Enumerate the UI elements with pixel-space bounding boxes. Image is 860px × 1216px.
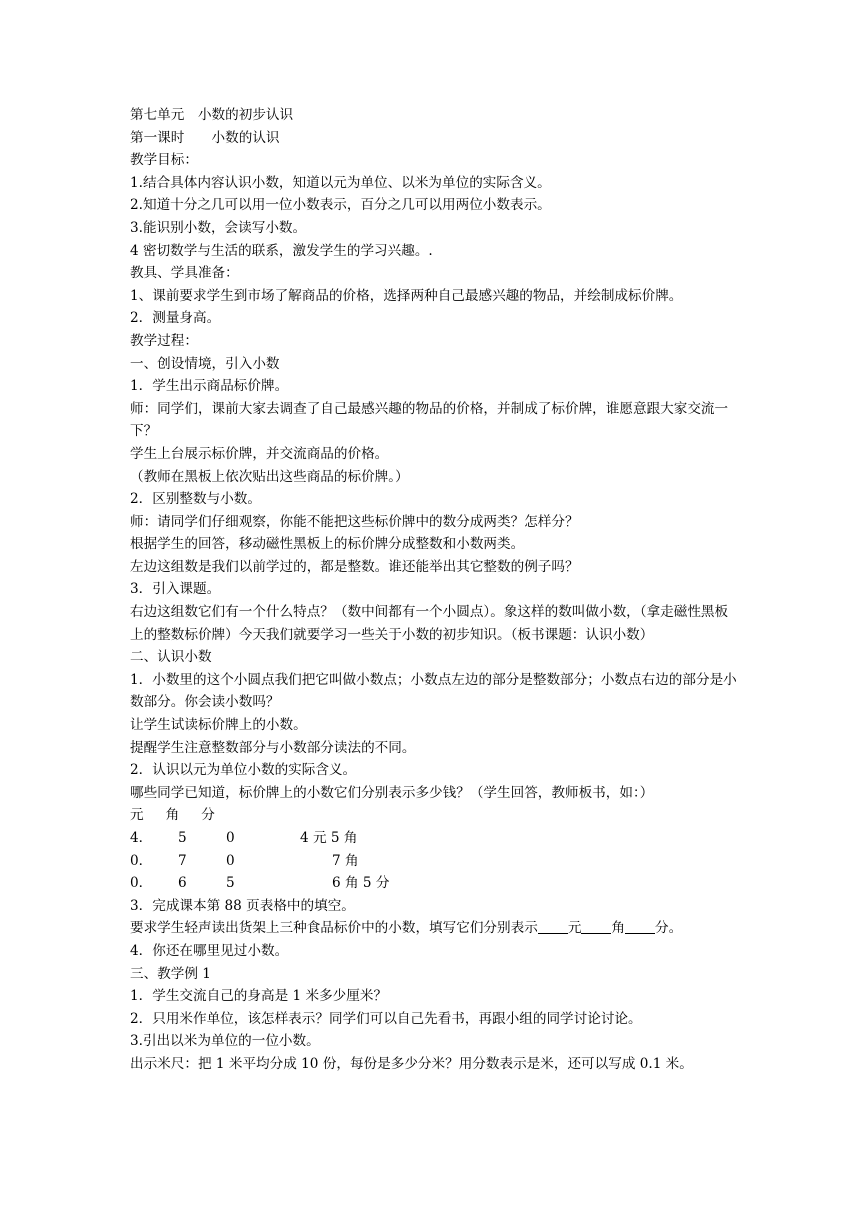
- header-fen: 分: [201, 807, 215, 824]
- paragraph: 右边这组数它们有一个什么特点？（数中间都有一个小圆点）。象这样的数叫做小数，（拿走磁性黑板上的整数标价牌）今天我们就要学习一些关于小数的初步知识。（板书课题：认识小数）: [130, 604, 729, 643]
- paragraph-fill-blank: [130, 917, 740, 940]
- unit-table-row: [130, 872, 740, 895]
- unit-table-row: [130, 827, 740, 850]
- unit-title: 第七单元 小数的初步认识: [130, 107, 294, 123]
- goals-heading: 教学目标：: [130, 152, 198, 169]
- paragraph: 2．只用米作单位，该怎样表示？同学们可以自己先看书，再跟小组的同学讨论讨论。: [130, 1010, 642, 1027]
- cell-yuan: 0．: [130, 852, 153, 869]
- prep-item: 1、课前要求学生到市场了解商品的价格，选择两种自己最感兴趣的物品，并绘制成标价牌。: [130, 287, 683, 304]
- section-heading: 三、教学例 1: [130, 965, 211, 982]
- cell-fen: 5: [226, 875, 235, 892]
- goal-item: 1.结合具体内容认识小数，知道以元为单位、以米为单位的实际含义。: [130, 174, 551, 191]
- paragraph: 3.引出以米为单位的一位小数。: [130, 1033, 320, 1050]
- header-jiao: 角: [165, 807, 180, 824]
- paragraph: 4．你还在哪里见过小数。: [130, 942, 289, 959]
- paragraph: 3．完成课本第 88 页表格中的填空。: [130, 897, 355, 914]
- paragraph: 3．引入课题。: [130, 581, 221, 598]
- paragraph: 根据学生的回答，移动磁性黑板上的标价牌分成整数和小数两类。: [130, 536, 525, 553]
- cell-reading: 7 角: [332, 852, 359, 869]
- fill-blank-text: 要求学生轻声读出货架上三种食品标价中的小数，填写它们分别表示: [130, 920, 538, 937]
- cell-reading: 6 角 5 分: [332, 875, 390, 892]
- paragraph: 2．认识以元为单位小数的实际含义。: [130, 762, 357, 779]
- cell-fen: 0: [226, 830, 235, 846]
- cell-jiao: 6: [178, 875, 187, 892]
- paragraph: 让学生试读标价牌上的小数。: [130, 717, 307, 734]
- header-yuan: 元: [130, 807, 144, 824]
- paragraph: 出示米尺：把 1 米平均分成 10 份，每份是多少分米？用分数表示是米，还可以写成 0.1 米。: [130, 1055, 693, 1072]
- paragraph: 学生上台展示标价牌，并交流商品的价格。: [130, 445, 389, 462]
- goal-item: 3.能识别小数，会读写小数。: [130, 219, 307, 236]
- paragraph: 师：请同学们仔细观察，你能不能把这些标价牌中的数分成两类？怎样分？: [130, 513, 579, 530]
- unit-table-row: [130, 850, 740, 873]
- section-heading: 二、认识小数: [130, 649, 212, 666]
- lesson-title: 第一课时 小数的认识: [130, 129, 280, 146]
- blank-line: [538, 919, 568, 934]
- blank-line: [625, 919, 655, 934]
- prep-heading: 教具、学具准备：: [130, 265, 239, 282]
- paragraph: （教师在黑板上依次贴出这些商品的标价牌。）: [130, 468, 409, 485]
- cell-yuan: 4．: [130, 830, 153, 846]
- cell-jiao: 5: [178, 830, 187, 846]
- paragraph: 2．区别整数与小数。: [130, 491, 261, 508]
- paragraph: 哪些同学已知道，标价牌上的小数它们分别表示多少钱？（学生回答，教师板书，如：）: [130, 784, 654, 801]
- process-heading: 教学过程：: [130, 332, 198, 349]
- cell-jiao: 7: [178, 852, 187, 869]
- blank-line: [581, 919, 611, 934]
- lesson-plan-document: [130, 104, 740, 1076]
- goal-item: 2.知道十分之几可以用一位小数表示，百分之几可以用两位小数表示。: [130, 197, 551, 214]
- prep-item: 2．测量身高。: [130, 310, 221, 327]
- cell-yuan: 0．: [130, 875, 153, 892]
- paragraph: 提醒学生注意整数部分与小数部分读法的不同。: [130, 739, 416, 756]
- paragraph: 左边这组数是我们以前学过的，都是整数。谁还能举出其它整数的例子吗？: [130, 558, 579, 575]
- paragraph: 1．学生交流自己的身高是 1 米多少厘米？: [130, 988, 388, 1005]
- paragraph: 1．学生出示商品标价牌。: [130, 378, 289, 395]
- fill-blank-text: 角: [611, 920, 625, 937]
- unit-table-header: [130, 804, 740, 827]
- section-heading: 一、创设情境，引入小数: [130, 355, 280, 372]
- goal-item: 4 密切数学与生活的联系，激发学生的学习兴趣。.: [130, 242, 433, 259]
- cell-reading: 4 元 5 角: [300, 830, 358, 846]
- fill-blank-text: 元: [567, 920, 582, 937]
- paragraph: 1．小数里的这个小圆点我们把它叫做小数点；小数点左边的部分是整数部分；小数点右边的部分是小数部分。你会读小数吗？: [130, 671, 737, 711]
- cell-fen: 0: [226, 852, 235, 869]
- fill-blank-text: 分。: [655, 920, 683, 937]
- paragraph: 师：同学们，课前大家去调查了自己最感兴趣的物品的价格，并制成了标价牌，谁愿意跟大家交流一下？: [130, 400, 729, 440]
